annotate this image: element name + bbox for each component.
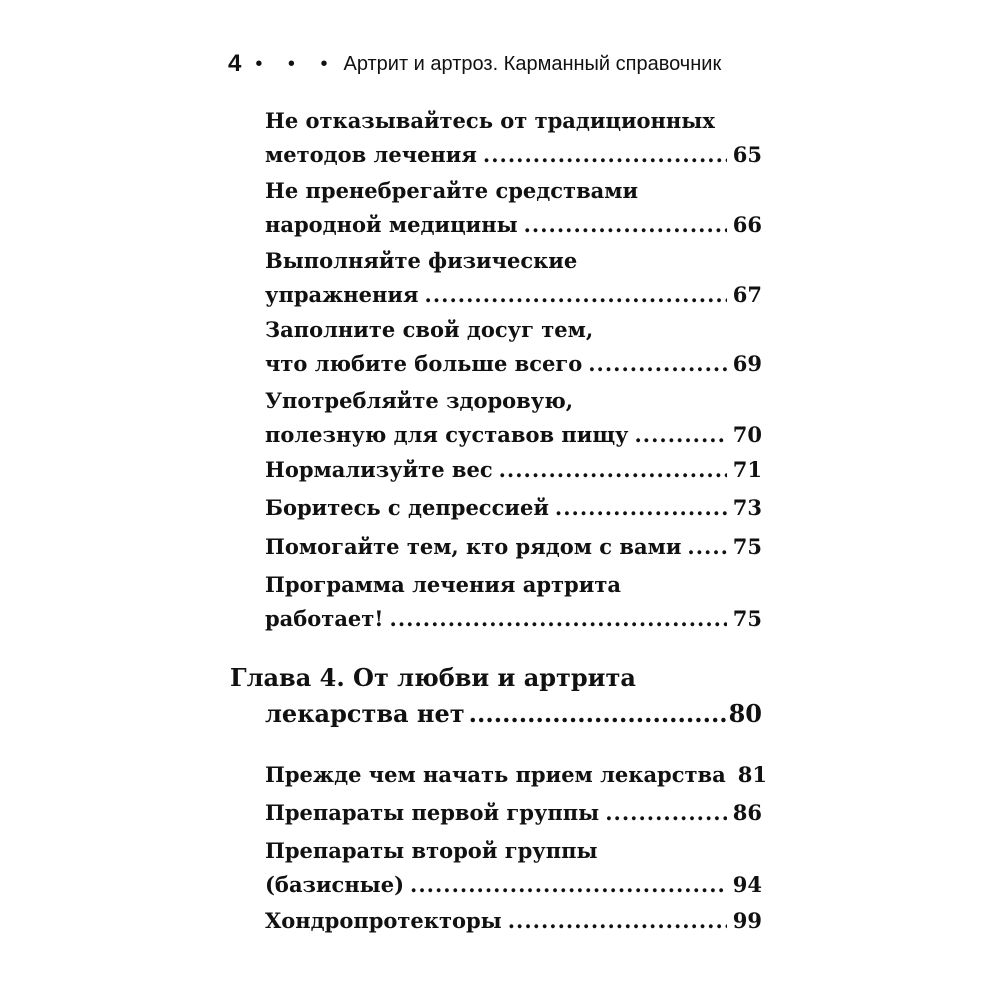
toc-entry-title: Нормализуйте вес (265, 457, 493, 482)
toc-entry[interactable] (265, 384, 762, 452)
toc-page-number: 70 (732, 422, 762, 447)
toc-entry-title: Препараты второй группы (265, 838, 598, 863)
page-number: 4 (228, 50, 242, 77)
header-bullets: • • • (255, 52, 338, 75)
toc-entry[interactable] (265, 530, 762, 564)
toc-page-number: 81 (737, 762, 767, 787)
toc-page-number: 99 (732, 908, 762, 933)
toc-entry[interactable] (265, 491, 762, 525)
toc-entry-title-cont: народной медицины (265, 212, 518, 237)
toc-entry[interactable] (265, 453, 762, 487)
dot-leader (483, 138, 727, 172)
toc-entry-title-cont: (базисные) (265, 872, 405, 897)
toc-page-number: 67 (732, 282, 762, 307)
toc-page-number: 86 (732, 800, 762, 825)
toc-page-number: 71 (732, 457, 762, 482)
toc-entry-title-cont: методов лечения (265, 142, 477, 167)
toc-page-number: 69 (732, 351, 762, 376)
running-title: Артрит и артроз. Карманный справочник (343, 52, 722, 75)
dot-leader (555, 491, 727, 525)
toc-page-number: 75 (732, 606, 762, 631)
toc-entry[interactable] (265, 174, 762, 242)
dot-leader (588, 347, 727, 381)
chapter-title: Глава 4. От любви и артрита (230, 663, 636, 692)
toc-entry[interactable] (265, 244, 762, 312)
toc-page-number: 65 (732, 142, 762, 167)
toc-entry-title: Не отказывайтесь от традиционных (265, 108, 715, 133)
toc-entry-title: Не пренебрегайте средствами (265, 178, 639, 203)
toc-entry-title: Выполняйте физические (265, 248, 578, 273)
toc-entry-title: Боритесь с депрессией (265, 495, 549, 520)
toc-entry-title-cont: что любите больше всего (265, 351, 583, 376)
toc-entry[interactable] (265, 568, 762, 636)
chapter-title-cont: лекарства нет (265, 699, 465, 728)
toc-entry[interactable] (265, 904, 762, 938)
chapter-heading[interactable] (230, 660, 762, 732)
toc-entry[interactable] (265, 796, 762, 830)
toc-page-number: 73 (732, 495, 762, 520)
toc-entry-title: Программа лечения артрита (265, 572, 621, 597)
toc-entry[interactable] (265, 313, 762, 381)
toc-entry[interactable] (265, 834, 762, 902)
toc-entry-title: Хондропротекторы (265, 908, 502, 933)
dot-leader (508, 904, 727, 938)
toc-entry-title: Препараты первой группы (265, 800, 600, 825)
page-header (228, 48, 721, 80)
dot-leader (605, 796, 727, 830)
toc-page-number: 66 (732, 212, 762, 237)
dot-leader (687, 530, 726, 564)
chapter-page-number: 80 (728, 699, 762, 728)
dot-leader (425, 278, 727, 312)
toc-entry[interactable] (265, 104, 762, 172)
toc-entry-title: Помогайте тем, кто рядом с вами (265, 534, 682, 559)
toc-page-number: 94 (732, 872, 762, 897)
toc-entry-title: Заполните свой досуг тем, (265, 317, 594, 342)
dot-leader (390, 602, 727, 636)
toc-entry-title: Прежде чем начать прием лекарства (265, 762, 726, 787)
dot-leader (469, 696, 729, 732)
toc-entry-title-cont: работает! (265, 606, 384, 631)
dot-leader (410, 868, 727, 902)
dot-leader (499, 453, 727, 487)
toc-entry-title-cont: упражнения (265, 282, 419, 307)
toc-entry[interactable] (265, 758, 767, 792)
toc-entry-title: Употребляйте здоровую, (265, 388, 574, 413)
toc-entry-title-cont: полезную для суставов пищу (265, 422, 629, 447)
dot-leader (524, 208, 727, 242)
toc-page-number: 75 (732, 534, 762, 559)
dot-leader (634, 418, 726, 452)
